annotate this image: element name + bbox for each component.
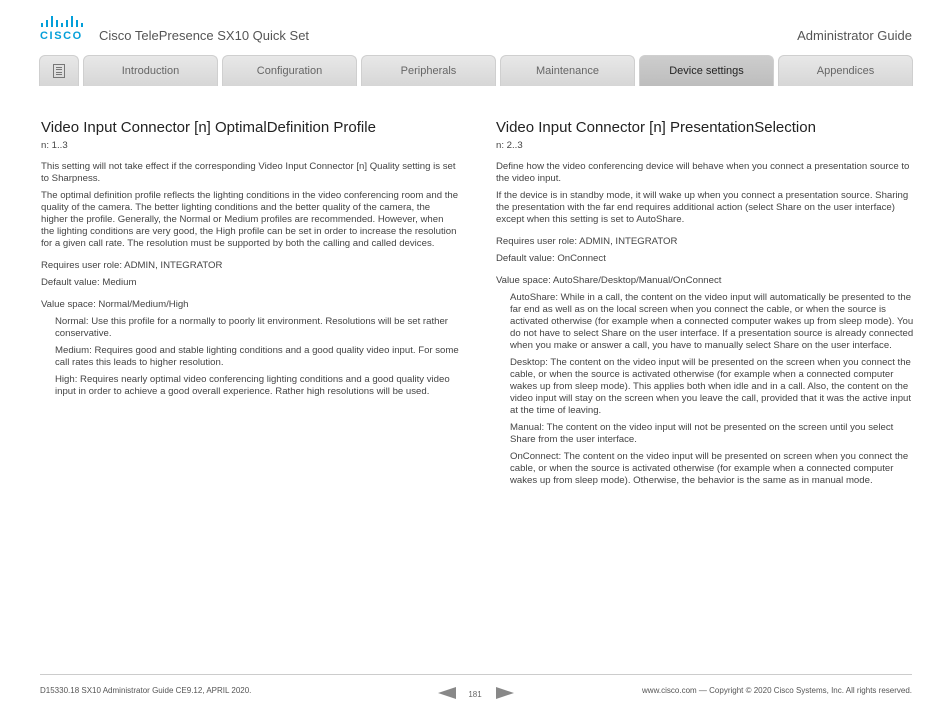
table-of-contents-tab[interactable] [39, 55, 79, 86]
left-paragraph-2: The optimal definition profile reflects the lighting conditions in the video conferencing room and the quality of the camera. The better lighting conditions and the better quality of the camera, the higher the profile. Generally, the Normal or Medium profiles are recommended. However, when the lighting conditions are very good, the High profile can be set in order to increase the resolution for a given call rate. The resolution must be supported by both the calling and called devices. [41, 190, 459, 249]
next-page-icon[interactable] [496, 687, 514, 699]
cisco-logo [40, 16, 84, 42]
footer-copyright: www.cisco.com — Copyright © 2020 Cisco Systems, Inc. All rights reserved. [642, 686, 912, 695]
footer-doc-id: D15330.18 SX10 Administrator Guide CE9.12, APRIL 2020. [40, 686, 252, 695]
left-column [41, 119, 459, 403]
left-value-normal: Normal: Use this profile for a normally to poorly lit environment. Resolutions will be set rather conservative. [55, 316, 448, 339]
tab-maintenance[interactable]: Maintenance [500, 55, 635, 86]
guide-title: Administrator Guide [797, 28, 912, 43]
tab-introduction[interactable]: Introduction [83, 55, 218, 86]
right-section-title: Video Input Connector [n] PresentationSelection [496, 119, 816, 136]
previous-page-icon[interactable] [438, 687, 456, 699]
left-n-range: n: 1..3 [41, 140, 68, 151]
right-value-autoshare: AutoShare: While in a call, the content on the video input will automatically be presented to the far end as well as on the local screen when you connect the cable, or when the source is activated otherwise (for example when a connected computer wakes up from sleep mode). You do not have to select Share on the user interface. If a presentation source is already connected when you make or answer a call, you have to manually select Share on the user interface. [510, 292, 914, 351]
tab-device-settings[interactable]: Device settings [639, 55, 774, 86]
left-value-space: Value space: Normal/Medium/High [41, 299, 189, 310]
right-column [496, 119, 914, 492]
tab-configuration[interactable]: Configuration [222, 55, 357, 86]
document-title: Cisco TelePresence SX10 Quick Set [99, 28, 310, 43]
right-default-value: Default value: OnConnect [496, 253, 606, 264]
left-paragraph-1: This setting will not take effect if the corresponding Video Input Connector [n] Quality setting is set to Sharpness. [41, 161, 456, 184]
right-value-onconnect: OnConnect: The content on the video input will be presented on screen when you connect the cable, or when the source is activated otherwise (for example when a connected computer wakes up from sleep mode). Otherwise, the behavior is the same as in manual mode. [510, 451, 909, 486]
right-value-space: Value space: AutoShare/Desktop/Manual/OnConnect [496, 275, 722, 286]
left-value-medium: Medium: Requires good and stable lighting conditions and a good quality video input. For some call rates this leads to higher resolution. [55, 345, 459, 368]
right-value-manual: Manual: The content on the video input will not be presented on the screen until you select Share from the user interface. [510, 422, 894, 445]
tab-peripherals[interactable]: Peripherals [361, 55, 496, 86]
page-number: 181 [468, 690, 482, 699]
right-value-desktop: Desktop: The content on the video input will be presented on the screen when you connect the cable, or when the source is activated otherwise (for example when a connected computer wakes up from sleep mode). This applies both when idle and in a call. Also, the content on the video input will stay on the screen when you leave the call, provided that it was the active input at the time of leaving. [510, 357, 912, 416]
chapter-tabs [39, 55, 913, 86]
right-n-range: n: 2..3 [496, 140, 523, 151]
cisco-logo-bars [40, 16, 84, 27]
footer-divider [40, 674, 912, 675]
left-user-role: Requires user role: ADMIN, INTEGRATOR [41, 260, 223, 271]
document-list-icon [53, 64, 65, 78]
left-value-high: High: Requires nearly optimal video conferencing lighting conditions and a good quality video input in order to achieve a good overall experience. Rather high resolutions will be used. [55, 374, 450, 397]
tab-appendices[interactable]: Appendices [778, 55, 913, 86]
cisco-logo-text: CISCO [40, 30, 83, 42]
left-section-title: Video Input Connector [n] OptimalDefinition Profile [41, 119, 376, 136]
right-paragraph-1: Define how the video conferencing device will behave when you connect a presentation source to the video input. [496, 161, 910, 184]
left-default-value: Default value: Medium [41, 277, 137, 288]
right-paragraph-2: If the device is in standby mode, it will wake up when you connect a presentation source. Sharing the presentation with the far end requires additional action (select Share on the user interface) except when this setting is set to AutoShare. [496, 190, 909, 225]
right-user-role: Requires user role: ADMIN, INTEGRATOR [496, 236, 678, 247]
